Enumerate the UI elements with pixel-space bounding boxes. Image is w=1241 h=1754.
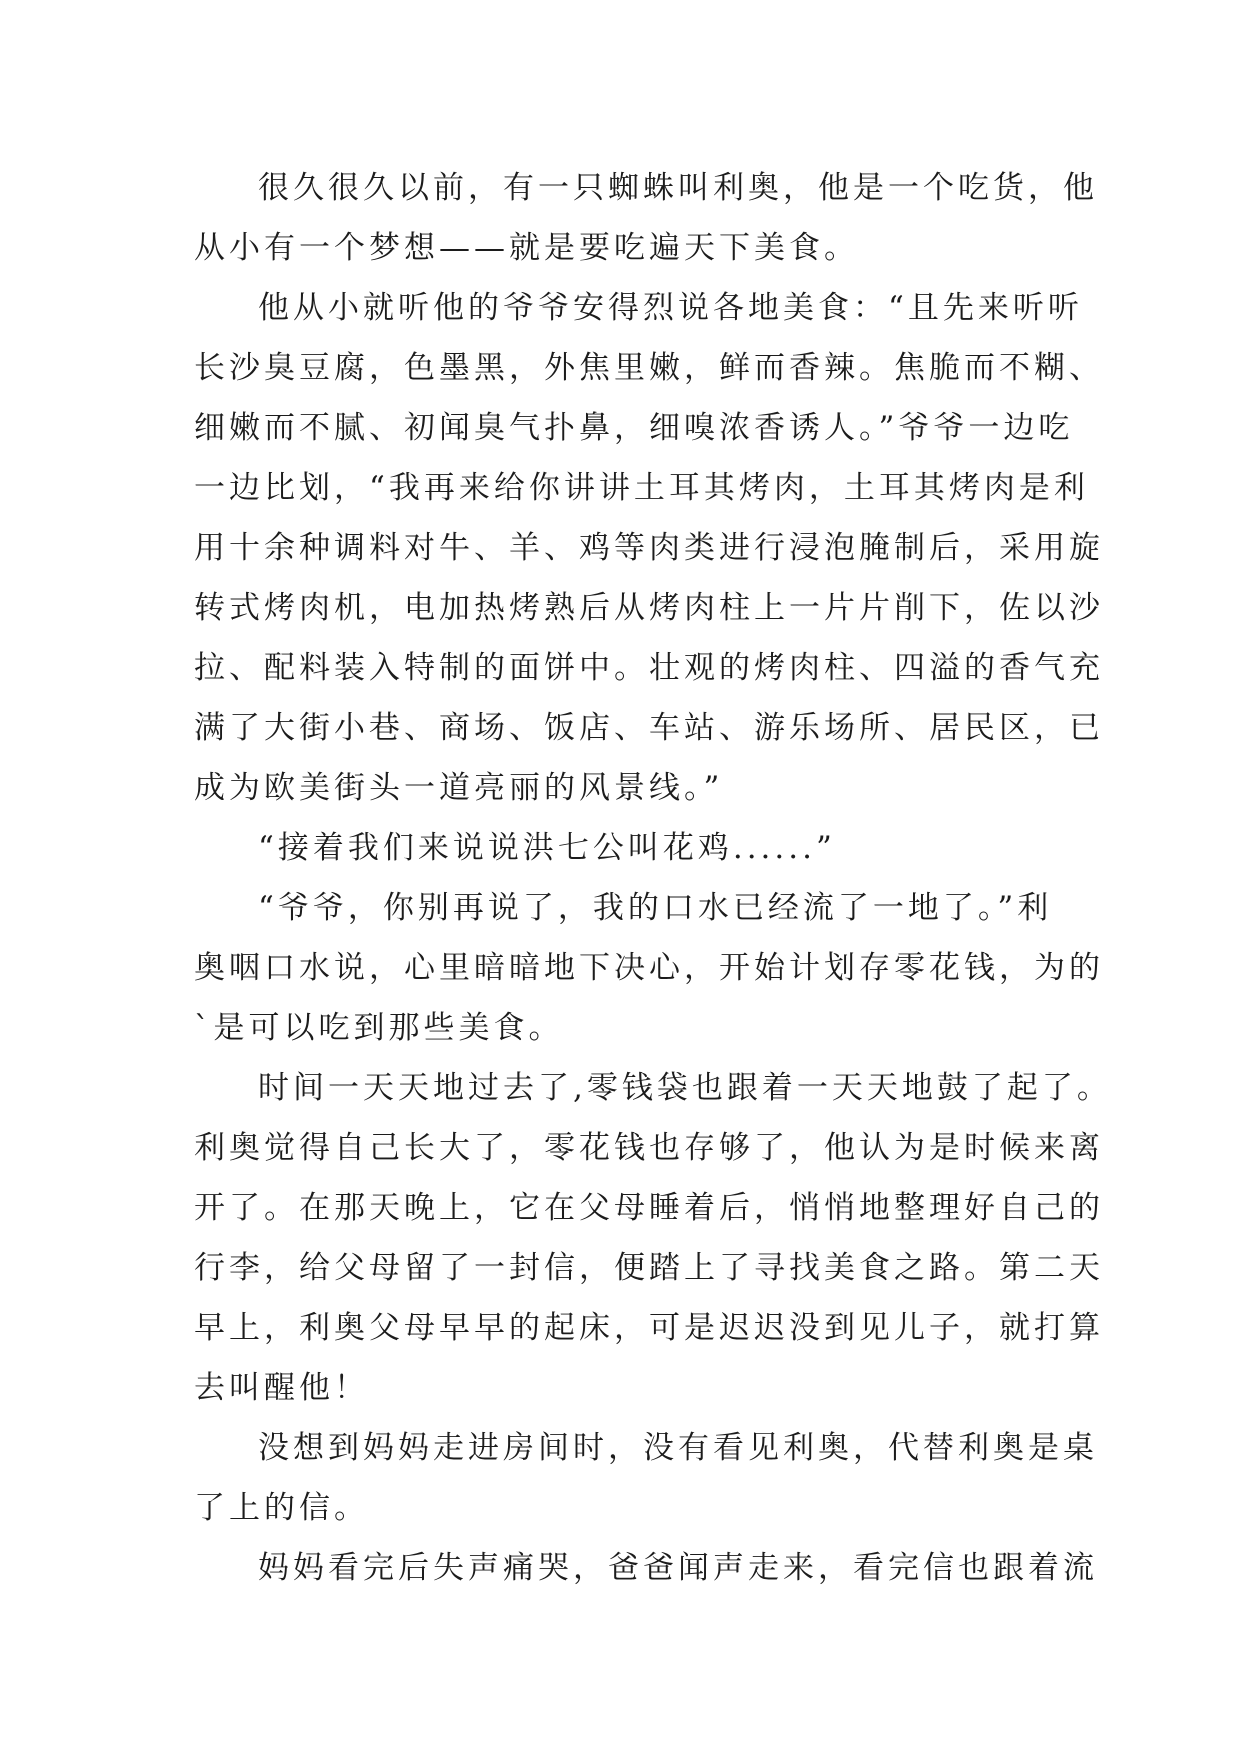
text-line: 去叫醒他！: [194, 1370, 369, 1406]
text-line: 早上，利奥父母早早的起床，可是迟迟没到见儿子，就打算: [194, 1310, 1104, 1346]
text-line: 奥咽口水说，心里暗暗地下决心，开始计划存零花钱，为的: [194, 950, 1104, 986]
text-line: 了上的信。: [194, 1490, 369, 1526]
text-line: 利奥觉得自己长大了，零花钱也存够了，他认为是时候来离: [194, 1130, 1104, 1166]
text-line: 转式烤肉机，电加热烤熟后从烤肉柱上一片片削下，佐以沙: [194, 590, 1104, 626]
text-line: `是可以吃到那些美食。: [194, 1010, 564, 1046]
text-line: 长沙臭豆腐，色墨黑，外焦里嫩，鲜而香辣。焦脆而不糊、: [194, 350, 1104, 386]
text-line: 一边比划，“我再来给你讲讲土耳其烤肉，土耳其烤肉是利: [194, 470, 1089, 506]
paragraph-first-line: “接着我们来说说洪七公叫花鸡......”: [258, 830, 836, 866]
paragraph-first-line: 时间一天天地过去了,零钱袋也跟着一天天地鼓了起了。: [258, 1070, 1112, 1106]
paragraph-first-line: 他从小就听他的爷爷安得烈说各地美食：“且先来听听: [258, 290, 1083, 326]
paragraph-first-line: 很久很久以前，有一只蜘蛛叫利奥，他是一个吃货，他: [258, 170, 1098, 206]
text-line: 满了大街小巷、商场、饭店、车站、游乐场所、居民区，已: [194, 710, 1104, 746]
story-text: [194, 158, 1112, 1598]
text-line: 细嫩而不腻、初闻臭气扑鼻，细嗅浓香诱人。”爷爷一边吃: [194, 410, 1074, 446]
paragraph-first-line: 妈妈看完后失声痛哭，爸爸闻声走来，看完信也跟着流: [258, 1550, 1098, 1586]
paragraph-first-line: 没想到妈妈走进房间时，没有看见利奥，代替利奥是桌: [258, 1430, 1098, 1466]
text-line: 从小有一个梦想——就是要吃遍天下美食。: [194, 230, 859, 266]
text-line: 成为欧美街头一道亮丽的风景线。”: [194, 770, 724, 806]
paragraph-first-line: “爷爷，你别再说了，我的口水已经流了一地了。”利: [258, 890, 1053, 926]
text-line: 拉、配料装入特制的面饼中。壮观的烤肉柱、四溢的香气充: [194, 650, 1104, 686]
text-line: 行李，给父母留了一封信，便踏上了寻找美食之路。第二天: [194, 1250, 1104, 1286]
text-line: 开了。在那天晚上，它在父母睡着后，悄悄地整理好自己的: [194, 1190, 1104, 1226]
text-line: 用十余种调料对牛、羊、鸡等肉类进行浸泡腌制后，采用旋: [194, 530, 1104, 566]
